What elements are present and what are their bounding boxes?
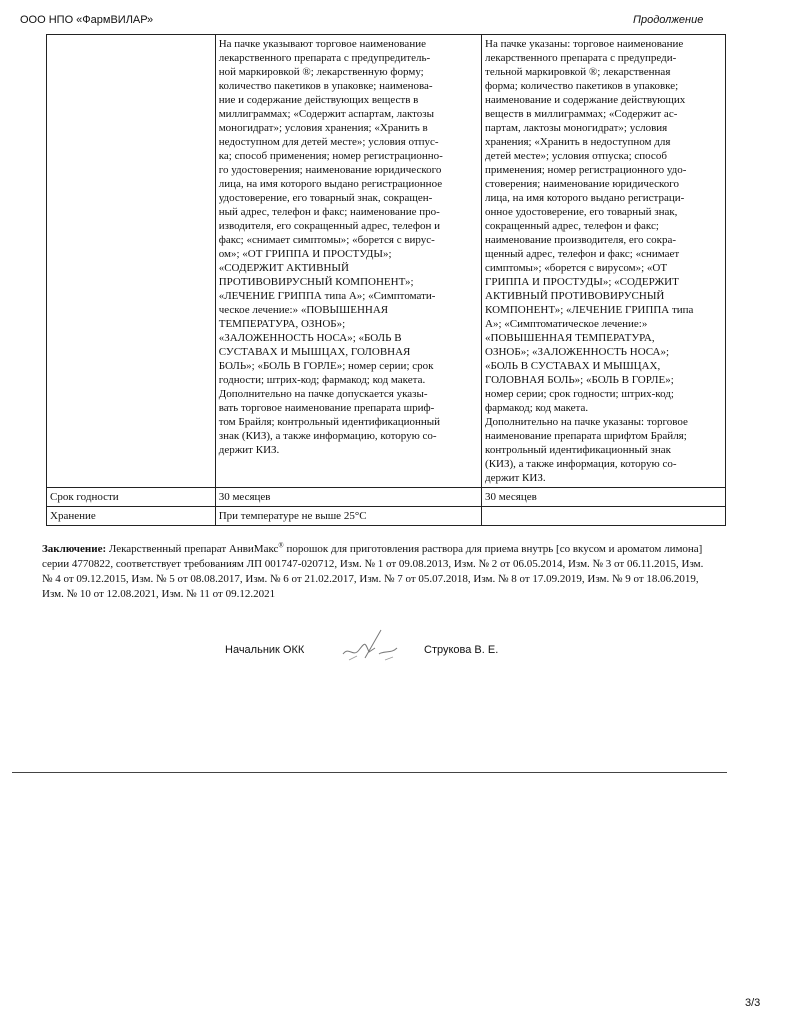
- conclusion-label: Заключение:: [42, 543, 107, 555]
- row-label: Срок годности: [47, 488, 216, 507]
- table-row: [47, 507, 726, 526]
- table-row: [47, 35, 726, 488]
- spec-cell: 30 месяцев: [215, 488, 481, 507]
- row-label: [47, 35, 216, 488]
- registered-mark: ®: [278, 541, 284, 550]
- continuation-label: Продолжение: [633, 14, 704, 26]
- table-row: [47, 488, 726, 507]
- conclusion-text: Лекарственный препарат АнвиМакс: [106, 543, 279, 555]
- signatory-title: Начальник ОКК: [225, 644, 305, 656]
- page-number: 3/3: [745, 997, 761, 1009]
- result-cell: [482, 507, 726, 526]
- row-label: Хранение: [47, 507, 216, 526]
- result-cell: 30 месяцев: [482, 488, 726, 507]
- spec-cell: На пачке указывают торговое наименование лекарственного препарата с предупредитель- ной маркировкой ®; лекарственную форму; количество пакетиков в упаковке; наименова- ние и содержание действующих веществ в миллиграммах; «Содержит аспартам, лактозы моногидрат»; условия хранения; «Хранить в недоступном для детей месте»; условия отпус- ка; способ применения; номер регистрационно- го удостоверения; наименование юридического лица, на имя которого выдано регистрационное удостоверение, его товарный знак, сокращен- ный адрес, телефон и факс; наименование про- изводителя, его сокращенный адрес, телефон и факс; «снимает симптомы»; «борется с вирус- ом»; «ОТ ГРИППА И ПРОСТУДЫ»; «СОДЕРЖИТ АКТИВНЫЙ ПРОТИВОВИРУСНЫЙ КОМПОНЕНТ»; «ЛЕЧЕНИЕ ГРИППА типа А»; «Симптомати- ческое лечение:» «ПОВЫШЕННАЯ ТЕМПЕРАТУРА, ОЗНОБ»; «ЗАЛОЖЕННОСТЬ НОСА»; «БОЛЬ В СУСТАВАХ И МЫШЦАХ, ГОЛОВНАЯ БОЛЬ»; «БОЛЬ В ГОРЛЕ»; номер серии; срок годности; штрих-код; фармакод; код макета. Дополнительно на пачке допускается указы- вать торговое наименование препарата шриф- том Брайля; контрольный идентификационный знак (КИЗ), а также информацию, которую со- держит КИЗ.: [215, 35, 481, 488]
- company-name: ООО НПО «ФармВИЛАР»: [20, 14, 154, 26]
- handwritten-signature: [335, 624, 415, 668]
- conclusion: [42, 542, 714, 602]
- conclusion-text-rest: порошок для приготовления раствора для приема внутрь [со вкусом и ароматом лимона] серии 4770822, соответствует требованиям ЛП 001747-020712, Изм. № 1 от 09.08.2013, Изм. № 2 от 06.05.2014, Изм. № 3 от 06.11.2015, Изм. № 4 от 09.12.2015, Изм. № 5 от 08.08.2017, Изм. № 6 от 21.02.2017, Изм. № 7 от 05.07.2018, Изм. № 8 от 17.09.2019, Изм. № 9 от 18.06.2019, Изм. № 10 от 12.08.2021, Изм. № 11 от 09.12.2021: [42, 543, 704, 600]
- page-divider: [12, 772, 727, 773]
- specification-table: [46, 34, 726, 526]
- spec-cell: При температуре не выше 25°С: [215, 507, 481, 526]
- signatory-name: Струкова В. Е.: [424, 644, 499, 656]
- result-cell: На пачке указаны: торговое наименование лекарственного препарата с предупреди- тельной маркировкой ®; лекарственная форма; количество пакетиков в упаковке; наименование и содержание действующих веществ в миллиграммах; «Содержит ас- партам, лактозы моногидрат»; условия хранения; «Хранить в недоступном для детей месте»; условия отпуска; способ применения; номер регистрационного удо- стоверения; наименование юридического лица, на имя которого выдано регистраци- онное удостоверение, его товарный знак, сокращенный адрес, телефон и факс; наименование производителя, его сокра- щенный адрес, телефон и факс; «снимает симптомы»; «борется с вирусом»; «ОТ ГРИППА И ПРОСТУДЫ»; «СОДЕРЖИТ АКТИВНЫЙ ПРОТИВОВИРУСНЫЙ КОМПОНЕНТ»; «ЛЕЧЕНИЕ ГРИППА типа А»; «Симптоматическое лечение:» «ПОВЫШЕННАЯ ТЕМПЕРАТУРА, ОЗНОБ»; «ЗАЛОЖЕННОСТЬ НОСА»; «БОЛЬ В СУСТАВАХ И МЫШЦАХ, ГОЛОВНАЯ БОЛЬ»; «БОЛЬ В ГОРЛЕ»; номер серии; срок годности; штрих-код; фармакод; код макета. Дополнительно на пачке указаны: торговое наименование препарата шрифтом Брайля; контрольный идентификационный знак (КИЗ), а также информация, которую со- держит КИЗ.: [482, 35, 726, 488]
